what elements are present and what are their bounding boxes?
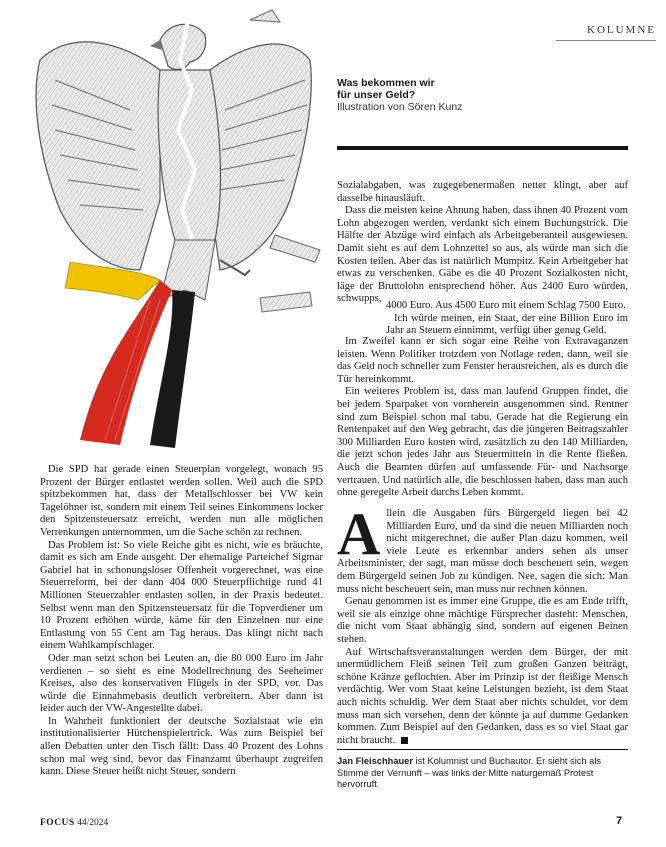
paragraph: Dass die meisten keine Ahnung haben, dass ihnen 40 Prozent vom Lohn abgezogen werden, verdankt sich einem Buchungstrick. Die Hälfte der Abzüge wird einfach als Arbeitgeberanteil ausgewiesen. Damit sieht es auf dem Lohnzettel so aus, als würde man sich die Kosten teilen. Aber das ist natürlich Mumpitz. Kein Arbeitgeber hat etwas zu verschenken. Gäbe es die 40 Prozent Sozialkosten nicht, läge der Bruttolohn entsprechend höher. Aus 2400 Euro würden, schwupps, [337, 205, 628, 305]
paragraph: Sozialabgaben, was zugegebenermaßen netter klingt, aber auf dasselbe hinausläuft. [337, 180, 628, 204]
caption-credit: Illustration von Sören Kunz [337, 101, 463, 113]
fragment [270, 235, 320, 262]
issue-number: 44/2024 [74, 818, 109, 828]
drop-cap: A [337, 501, 381, 567]
paragraph: Das Problem ist: So viele Reiche gibt es nicht, wie es bräuchte, damit es sich am Ende ausgeht. Der ehemalige Parteichef Sigmar Gabriel hat in schonungsloser Offenheit vorgerechnet, was eine Steuerreform, bei der dann 404 000 Steuerpflichtige rund 41 Millionen Steuerzahler entlasten sollen, in der Praxis bedeutet. Selbst wenn man den Spitzensteuersatz für die Topverdiener um 10 Prozent erhöhen würde, käme für den Einzelnen nur eine Entlastung von 55 Cent am Tag heraus. Das klingt nicht nach einem Wahlkampfschlager. [40, 539, 323, 652]
bio-rule [337, 749, 628, 750]
article-column-right-top [337, 180, 628, 306]
eagle-left-wing [36, 42, 160, 270]
page-number: 7 [616, 815, 623, 827]
caption-rule [337, 146, 628, 150]
footer-issue [40, 818, 108, 828]
paragraph: Ein weiteres Problem ist, dass man laufend Gruppen findet, die bei jedem Sparpaket von vornherein ausgenommen sind. Rentner sind zum Beispiel schon mal tabu. Gerade hat die Regierung ein Rentenpaket auf den Weg gebracht, das die jüngeren Beitragszahler 300 Milliarden Euro kosten wird, zusätzlich zu den 140 Milliarden, die jetzt schon jedes Jahr aus Steuermitteln in die Rente fließen. Auch die Beamten dürfen auf umfassende Für- und Nachsorge vertrauen. Und natürlich alle, die beschlossen haben, dass man auch ohne geregelte Arbeit durchs Leben kommt. [337, 386, 628, 499]
paragraph: Genau genommen ist es immer eine Gruppe, die es am Ende trifft, weil sie als einzige ohne mächtige Fürsprecher dasteht: Menschen, die nicht vom Staat abhängig sind, sondern auf eigenen Beinen stehen. [337, 596, 628, 645]
eagle-illustration [10, 0, 330, 460]
magazine-name: FOCUS [40, 818, 75, 828]
section-label: KOLUMNE [587, 24, 656, 36]
image-caption [337, 77, 627, 113]
eagle-right-wing [210, 44, 311, 270]
caption-title-line1: Was bekommen wir [337, 77, 435, 89]
author-description: ist Kolumnist und Buchautor. Er sieht sich als Stimme der Vernunft – was links der Mitte naturgemäß Protest hervorruft [337, 756, 602, 789]
paragraph: Ich würde meinen, ein Staat, der eine Billion Euro im Jahr an Steuern einnimmt, verfügt über genug Geld. [386, 312, 628, 337]
paragraph: In Wahrheit funktioniert der deutsche Sozialstaat wie ein institutionalisierter Hütchenspielertrick. Was zum Beispiel bei allen Debatten unter den Tisch fällt: Dass 40 Prozent des Lohns schon mal weg sind, bevor das Finanzamt überhaupt zugreifen kann. Diese Steuer heißt nicht Steuer, sondern [40, 715, 323, 778]
paragraph: Oder man setzt schon bei Leuten an, die 80 000 Euro im Jahr verdienen – so sieht es eine Modellrechnung des Seeheimer Kreises, also des konservativen Flügels in der SPD, vor. Das würde die Einnahmebasis deutlich verbreitern. Aber dann ist leider auch der VW-Angestellte dabei. [40, 652, 323, 715]
paragraph: Im Zweifel kann er sich sogar eine Reihe von Extravaganzen leisten. Wenn Politiker trotzdem von Notlage reden, dann, weil sie das Geld noch schneller zum Fenster herausreichen, als es durch die Tür hereinkommt. [337, 336, 628, 385]
article-column-right-mid [337, 336, 628, 500]
article-column-left [40, 464, 323, 779]
end-mark [401, 737, 408, 744]
paragraph: 4000 Euro. Aus 4500 Euro mit einem Schlag 7500 Euro. [386, 300, 626, 311]
paragraph: llein die Ausgaben fürs Bürgergeld liegen bei 42 Milliarden Euro, und da sind die neuen Milliarden noch nicht mitgerechnet, die außer Plan dazu kommen, weil viele Leute es erkennbar anders sehen als unser Arbeitsminister, der sagt, man müsse doch bescheuert sein, wegen dem Bürgergeld seinen Job zu kündigen. Nee, sagen die sich: Man muss nicht bescheuert sein, man muss nur rechnen können. [337, 508, 628, 595]
article-column-right-indented [386, 300, 628, 338]
header-rule [556, 40, 656, 41]
paragraph: Auf Wirtschaftsveranstaltungen werden dem Bürger, der mit unermüdlichem Fleiß seinen Teil zum großen Ganzen beiträgt, schöne Kränze geflochten. Aber im Prinzip ist der fleißige Mensch verdächtig. Wer vom Staat keine Leistungen bezieht, ist dem Staat auch nichts schuldig. Wer dem Staat aber nichts schuldet, vor dem muss man sich vorsehen, denn der könnte ja auf dumme Gedanken kommen. Zum Beispiel auf den Gedanken, dass es so viel Staat gar nicht braucht. [337, 646, 628, 746]
fragment [260, 292, 312, 312]
caption-title-line2: für unser Geld? [337, 89, 416, 101]
flag-gold [65, 262, 160, 300]
paragraph: Die SPD hat gerade einen Steuerplan vorgelegt, wonach 95 Prozent der Bürger entlastet werden sollen. Weil auch die SPD spitzbekommen hat, dass der Metallschlosser bei VW kein Tagelöhner ist, sondern mit einem Teil seines Einkommens locker den Spitzensteuersatz erreicht, werden nun alle möglichen Verrenkungen unternommen, um die Sache schön zu rechnen. [40, 464, 323, 538]
fragment [250, 10, 280, 22]
article-column-right-bottom [337, 501, 628, 747]
author-name: Jan Fleischhauer [337, 756, 413, 766]
author-bio [337, 756, 628, 791]
